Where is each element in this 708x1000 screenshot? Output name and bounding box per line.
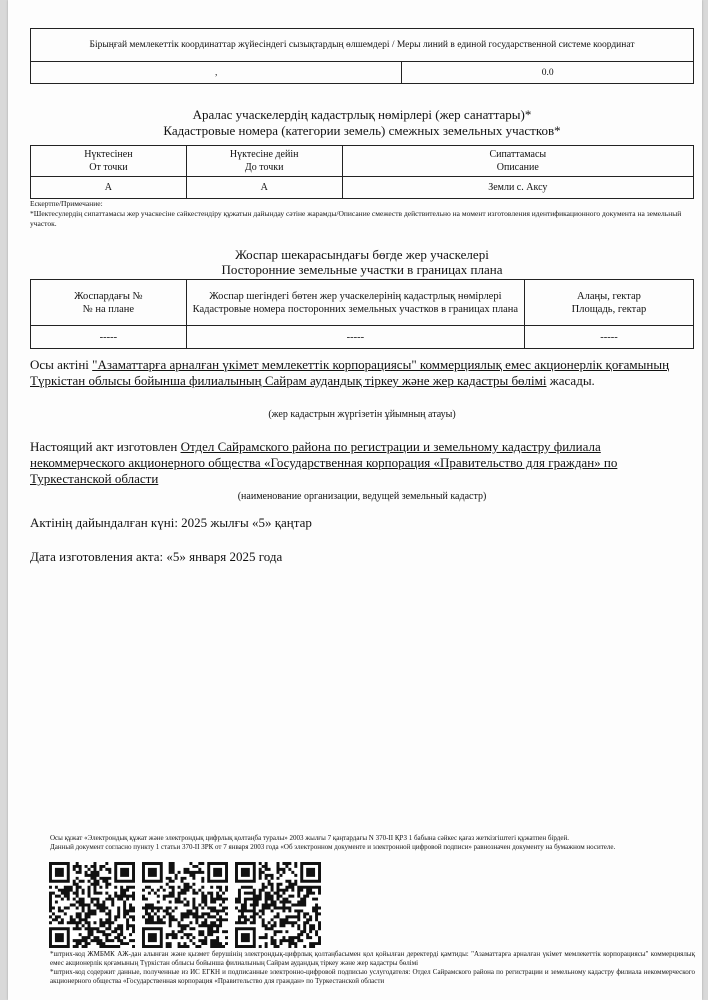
note-text: *Шектесулердің сипаттамасы жер учаскесіне сәйкестендіру құжатын дайындау сәтіне жарамды/Описание смежеств действительно на момент изготовления идентификационного документа на земельный участок.	[30, 209, 682, 228]
act-kz-paragraph	[30, 357, 685, 389]
col-cad-header	[186, 280, 524, 326]
act-ru-org: Отдел Сайрамского района по регистрации и земельному кадастру филиала некоммерческого акционерного общества «Государственная корпорация «Правительство для граждан» по Туркестанской области	[30, 439, 618, 486]
act-ru-paragraph	[30, 439, 685, 487]
act-ru-caption: (наименование организации, ведущей земельный кадастр)	[237, 491, 487, 502]
footer-bottom-kz: *штрих-код ЖМБМК АЖ-дан алынған және қызмет берушінің электрондық-цифрлық қолтаңбасымен қол қойылған деректерді қамтиды: "Азаматтарға арналған үкімет мемлекеттік корпорациясы" коммерциялық емес акционерлік қоғамының Түркістан облысы бойынша филиалының Сайрам аудандық тіркеу және жер кадастры бөлімі	[50, 950, 695, 967]
col-desc-ru: Описание	[496, 162, 539, 173]
adjacent-from-cell: A	[31, 177, 187, 199]
act-kz-org: "Азаматтарға арналған үкімет мемлекеттік корпорациясы" коммерциялық емес акционерлік қоғамының Түркістан облысы бойынша филиалының Сайрам аудандық тіркеу және жер кадастры бөлімі	[30, 357, 670, 388]
col-area-ru: Площадь, гектар	[571, 303, 647, 315]
footer-bottom-ru: *штрих-код содержит данные, полученные из ИС ЕГКН и подписанные электронно-цифровой подписью услугодателя: Отдел Сайрамского района по регистрации и земельному кадастру филиала некоммерческого акционерного общества «Государственная корпорация «Правительство для граждан» по Туркестанской области	[50, 968, 695, 985]
footer-legal-top	[50, 834, 695, 852]
act-kz-suffix: жасады.	[546, 373, 595, 388]
foreign-title-kz: Жоспар шекарасындағы бөгде жер учаскелері	[235, 247, 489, 262]
qr-code-1	[48, 862, 136, 948]
document-page	[8, 0, 702, 1000]
col-from-ru: От точки	[89, 162, 128, 173]
coordinates-header: Бірыңғай мемлекеттік координаттар жүйесіндегі сызықтардың өлшемдері / Меры линий в единой государственной системе координат	[31, 29, 694, 62]
col-to-header	[186, 146, 342, 177]
col-to-ru: До точки	[244, 162, 284, 173]
coordinates-right-cell: 0.0	[402, 62, 694, 84]
col-to-kz: Нүктесіне дейін	[229, 149, 299, 160]
col-from-kz: Нүктесінен	[84, 149, 133, 160]
foreign-area-cell: -----	[524, 326, 693, 349]
footer-top-ru: Данный документ согласно пункту 1 статьи 370-II ЗРК от 7 января 2003 года «Об электронном документе и электронной цифровой подписи» равнозначен документу на бумажном носителе.	[50, 843, 616, 851]
qr-code-2	[141, 862, 229, 948]
act-ru-prefix: Настоящий акт изготовлен	[30, 439, 181, 454]
date-ru: Дата изготовления акта: «5» января 2025 года	[30, 549, 283, 564]
footer-top-kz: Осы құжат «Электрондық құжат және электрондық цифрлық қолтаңба туралы» 2003 жылғы 7 қаңтардағы N 370-II ҚРЗ 1 бабына сәйкес қағаз жеткізгіштегі құжатпен бірдей.	[50, 834, 569, 842]
adjacent-desc-cell: Земли с. Аксу	[342, 177, 693, 199]
foreign-table	[30, 279, 694, 349]
foreign-cad-cell: -----	[186, 326, 524, 349]
footer-legal-bottom	[50, 950, 695, 986]
foreign-title-ru: Посторонние земельные участки в границах плана	[221, 262, 503, 277]
adjacent-title-kz: Аралас учаскелердің кадастрлық нөмірлері (жер санаттары)*	[192, 107, 532, 122]
col-area-header	[524, 280, 693, 326]
col-num-ru: № на плане	[82, 303, 135, 315]
col-num-kz: Жоспардағы №	[74, 290, 143, 302]
adjacent-title-ru: Кадастровые номера (категории земель) смежных земельных участков*	[163, 123, 561, 138]
adjacent-table	[30, 145, 694, 199]
col-desc-header	[342, 146, 693, 177]
col-from-header	[31, 146, 187, 177]
coordinates-table	[30, 28, 694, 84]
coordinates-left-cell: ,	[31, 62, 402, 84]
note-label: Ескертпе/Примечание:	[30, 199, 103, 208]
col-num-header	[31, 280, 187, 326]
act-kz-prefix: Осы актіні	[30, 357, 93, 372]
col-desc-kz: Сипаттамасы	[489, 149, 547, 160]
act-kz-caption: (жер кадастрын жүргізетін ұйымның атауы)	[268, 409, 456, 420]
col-cad-ru: Кадастровые номера посторонних земельных участков в границах плана	[192, 303, 519, 315]
adjacent-to-cell: A	[186, 177, 342, 199]
col-area-kz: Алаңы, гектар	[577, 290, 641, 302]
foreign-num-cell: -----	[31, 326, 187, 349]
date-kz: Актінің дайындалған күні: 2025 жылғы «5» қаңтар	[30, 515, 312, 530]
qr-code-3	[234, 862, 322, 948]
col-cad-kz: Жоспар шегіндегі бөтен жер учаскелерінің кадастрлық нөмірлері	[209, 290, 502, 302]
